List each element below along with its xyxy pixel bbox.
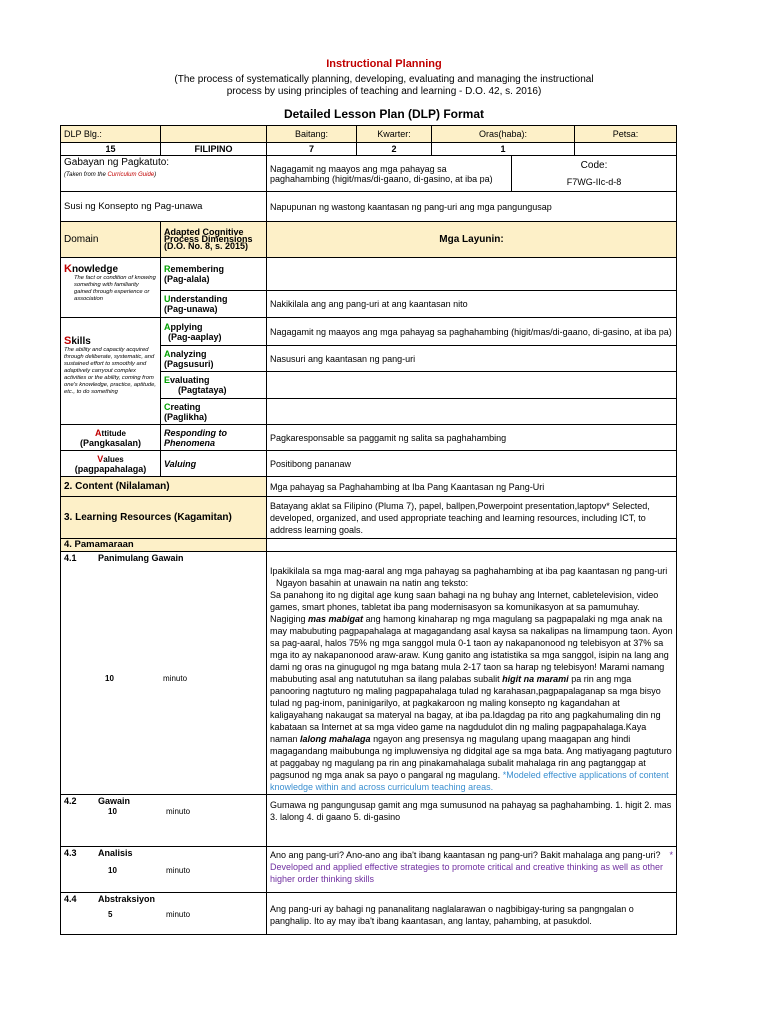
evaluating-cell [161, 372, 267, 399]
attitude-local: (Pangkasalan) [79, 437, 142, 448]
remembering-rest: emembering [170, 264, 225, 274]
section-4-4-content: Ang pang-uri ay bahagi ng pananalitang naglalarawan o nagbibigay-turing sa pangngalan o panghalip. Ito ay may iba't ibang kaantasan, ang lantay, pahambing, at pasukdol. [267, 893, 677, 935]
subject-value: FILIPINO [161, 143, 267, 156]
understanding-cell [161, 291, 267, 318]
section-4-4-min-label: minuto [166, 910, 191, 919]
section-4-3-minutes: 10 [108, 866, 117, 875]
section-4-4-number: 4.4 [64, 894, 77, 904]
code-value: F7WG-IIc-d-8 [566, 177, 622, 187]
evaluating-initial: E [164, 375, 171, 385]
remembering-row [61, 258, 677, 291]
resources-row [61, 497, 677, 539]
grade-value: 7 [267, 143, 357, 156]
section-4-3-content [267, 847, 677, 893]
attitude-row [61, 425, 677, 451]
section-4-1-p2: Ngayon basahin at unawain na natin ang teksto: [276, 578, 469, 588]
skills-desc: The ability and capacity acquired through deliberate, systematic, and sustained effort to smoothly and adaptively carryout complex activities or the ability, coming from one's knowledge, practice, aptitude, etc., to do something [64, 347, 156, 395]
section-4-3-min-label: minuto [166, 866, 191, 875]
evaluating-rest: valuating [170, 375, 210, 385]
section-4-1-emph-mas-mabigat: mas mabigat [308, 614, 364, 624]
remembering-objective [267, 258, 677, 291]
gabayan-note-suffix: ) [154, 172, 157, 178]
knowledge-desc: The fact or condition of knowing something with familiarity gained through experience or association [74, 275, 156, 302]
section-4-3-star: * [669, 850, 673, 860]
section-4-2-time [64, 807, 263, 816]
values-process: Valuing [161, 451, 267, 477]
susi-label: Susi ng Konsepto ng Pag-unawa [61, 192, 267, 222]
pamamaraan-label: 4. Pamamaraan [61, 539, 267, 552]
page-subtitle-line1: (The process of systematically planning, developing, evaluating and managing the instructional [174, 74, 594, 85]
duration-value: 1 [432, 143, 575, 156]
creating-cell [161, 399, 267, 425]
creating-initial: C [164, 401, 171, 412]
section-4-2-name: Gawain [98, 796, 131, 806]
skills-title [64, 335, 157, 347]
analyzing-rest: nalyzing [170, 348, 207, 359]
knowledge-rest: nowledge [71, 264, 119, 275]
remembering-local: (Pag-alala) [164, 274, 210, 284]
knowledge-initial: K [64, 263, 72, 275]
duration-label: Oras(haba): [432, 126, 575, 143]
content-row [61, 477, 677, 497]
content-text: Mga pahayag sa Paghahambing at Iba Pang Kaantasan ng Pang-Uri [267, 477, 677, 497]
values-rest: alues [103, 454, 124, 464]
section-4-1-number: 4.1 [64, 553, 77, 563]
section-4-1-time [105, 674, 187, 683]
resources-text: Batayang aklat sa Filipino (Pluma 7), papel, ballpen,Powerpoint presentation,laptopv* Selected, developed, organized, and used appropriate teaching and learning resources, including ICT, to address learning goals. [267, 497, 677, 539]
quarter-label: Kwarter: [357, 126, 432, 143]
section-4-1-p3g: ngayon ang presensya ng magulang upang maagapan ang hindi magagandang maibubunga ng impluwensiya ng didgital age sa mga bata. Ang matiyagang pagtuturo at paggabay ng magulang pa rin ang pinakamahalaga subalit mahalaga rin ang pagtanggap at pagsunod ng mga anak sa payo o pangaral ng magulang. [270, 734, 672, 780]
section-4-3-time [64, 866, 263, 875]
applying-row [61, 318, 677, 346]
susi-row [61, 192, 677, 222]
section-4-1-emph-lalong: lalong mahalaga [300, 734, 371, 744]
objectives-label: Mga Layunin: [267, 222, 677, 258]
section-4-3-number: 4.3 [64, 848, 77, 858]
curriculum-guide-link: Curriculum Guide [107, 172, 155, 178]
section-4-3-name: Analisis [98, 848, 133, 858]
code-label: Code: [580, 160, 608, 171]
section-4-2-number: 4.2 [64, 796, 77, 806]
section-4-3-row [61, 847, 677, 893]
section-4-1-p3c: ang hamong kinaharap ng mga magulang sa pagpapalaki ng mga anak na may mabubuting pagpapahalaga at magagandang asal kaysa sa nakalipas na limampung taon. Ayon sa pag-aaral, halos 75% ng mga sanggol mula 0-1 taon ay nakapanonood ng telebisyon at 37% sa mga ito ay nakapanonood araw-araw. Kung ganito ang istatistika sa mga sanggol, isipin na lang ang dami ng oras na ginugugol ng mga batang mula 2-17 taon sa harap ng telebisyon! Marami namang mabubuting asal ang natututuhan sa ilang palabas subalit [270, 614, 673, 684]
gabayan-note [64, 172, 263, 179]
understanding-local: (Pag-unawa) [164, 304, 218, 314]
section-4-4-time [64, 910, 263, 919]
info-labels-row [61, 126, 677, 143]
pamamaraan-row [61, 539, 677, 552]
info-values-row [61, 143, 677, 156]
analyzing-local: (Pagsusuri) [164, 358, 214, 369]
dlp-number-label: DLP Blg.: [61, 126, 161, 143]
remembering-cell [161, 258, 267, 291]
section-4-1-heading [64, 553, 263, 563]
gabayan-cell [61, 156, 267, 192]
analyzing-initial: A [164, 348, 171, 359]
pamamaraan-blank [267, 539, 677, 552]
section-4-4-label-cell [61, 893, 267, 935]
date-value [575, 143, 677, 156]
section-4-4-row [61, 893, 677, 935]
values-initial: V [97, 453, 104, 464]
analyzing-cell [161, 346, 267, 372]
knowledge-cell [61, 258, 161, 318]
understanding-rest: nderstanding [170, 294, 228, 304]
attitude-cell [61, 425, 161, 451]
applying-cell [161, 318, 267, 346]
knowledge-title [64, 263, 157, 275]
gabayan-note-prefix: (Taken from the [64, 172, 108, 178]
section-4-1-p3a: Sa panahong ito ng digital age kung saan bahagi na ng buhay ang Internet, cabletelevision, video games, smart phones, tabletat iba pang modernisasyon sa komunikasyon at sa pamumuhay. Nagiging [270, 590, 659, 624]
creating-rest: reating [170, 401, 201, 412]
section-4-1-emph-higit: higit na marami [502, 674, 569, 684]
analyzing-objective: Nasusuri ang kaantasan ng pang-uri [267, 346, 677, 372]
content-label: 2. Content (Nilalaman) [61, 477, 267, 497]
evaluating-objective [267, 372, 677, 399]
remembering-initial: R [164, 264, 171, 274]
values-objective: Positibong pananaw [267, 451, 677, 477]
section-4-4-heading [64, 894, 263, 904]
section-4-3-label-cell [61, 847, 267, 893]
understanding-initial: U [164, 294, 171, 304]
section-4-1-label-cell [61, 552, 267, 795]
section-4-2-content: Gumawa ng pangungusap gamit ang mga sumusunod na pahayag sa paghahambing. 1. higit 2. mas 3. lalong 4. di gaano 5. di-gasino [267, 795, 677, 847]
applying-initial: A [164, 321, 171, 332]
section-4-2-minutes: 10 [108, 807, 117, 816]
section-4-2-row [61, 795, 677, 847]
gabayan-label: Gabayan ng Pagkatuto: [64, 157, 170, 168]
section-4-4-minutes: 5 [108, 910, 113, 919]
section-4-3-heading [64, 848, 263, 858]
skills-initial: S [64, 335, 72, 347]
gabayan-text: Nagagamit ng maayos ang mga pahayag sa paghahambing (higit/mas/di-gaano, di-gasino, at iba pa) [267, 156, 512, 192]
values-row [61, 451, 677, 477]
section-4-1-name: Panimulang Gawain [98, 553, 184, 563]
values-local: (pagpapahalaga) [74, 463, 147, 474]
section-4-2-min-label: minuto [166, 807, 191, 816]
creating-local: (Paglikha) [164, 411, 208, 422]
lesson-plan-table [60, 125, 677, 935]
skills-cell [61, 318, 161, 425]
quarter-value: 2 [357, 143, 432, 156]
section-4-1-minutes: 10 [105, 674, 114, 683]
section-4-1-min-label: minuto [163, 674, 188, 683]
domain-header-row [61, 222, 677, 258]
section-4-3-text: Ano ang pang-uri? Ano-ano ang iba't ibang kaantasan ng pang-uri? Bakit mahalaga ang pang-uri? [270, 850, 661, 860]
section-4-1-p1: Ipakikilala sa mga mag-aaral ang mga pahayag sa paghahambing at iba pag kaantasan ng pang-uri [270, 566, 668, 576]
section-4-1-row [61, 552, 677, 795]
applying-local: (Pag-aaplay) [168, 331, 222, 342]
gabayan-row [61, 156, 677, 192]
process-label: Adapted Cognitive Process Dimensions (D.O. No. 8, s. 2015) [161, 222, 267, 258]
values-cell [61, 451, 161, 477]
subject-label: Asignatura: [161, 126, 267, 143]
attitude-rest: ttitude [101, 428, 126, 438]
evaluating-local: (Pagtataya) [178, 385, 227, 395]
dlp-number-value: 15 [61, 143, 161, 156]
section-4-3-question [270, 849, 673, 861]
format-title: Detailed Lesson Plan (DLP) Format [283, 107, 485, 121]
grade-label: Baitang: [267, 126, 357, 143]
skills-rest: kills [71, 336, 91, 347]
attitude-initial: A [95, 427, 102, 438]
section-4-1-p3 [270, 589, 673, 793]
page-subtitle-line2: process by using principles of teaching and learning - D.O. 42, s. 2016) [226, 86, 542, 97]
section-4-1-note: *Modeled effective applications of content knowledge within and across curriculum teaching areas. [270, 770, 669, 792]
applying-objective: Nagagamit ng maayos ang mga pahayag sa paghahambing (higit/mas/di-gaano, di-gasino, at iba pa) [267, 318, 677, 346]
section-4-2-heading [64, 796, 263, 806]
code-cell [512, 156, 677, 192]
domain-label: Domain [61, 222, 161, 258]
attitude-process: Responding to Phenomena [161, 425, 267, 451]
susi-text: Napupunan ng wastong kaantasan ng pang-uri ang mga pangungusap [267, 192, 677, 222]
attitude-objective: Pagkaresponsable sa paggamit ng salita sa paghahambing [267, 425, 677, 451]
section-4-4-name: Abstraksiyon [98, 894, 156, 904]
understanding-objective: Nakikilala ang ang pang-uri at ang kaantasan nito [267, 291, 677, 318]
resources-label: 3. Learning Resources (Kagamitan) [61, 497, 267, 539]
section-4-2-label-cell [61, 795, 267, 847]
date-label: Petsa: [575, 126, 677, 143]
applying-rest: pplying [170, 321, 203, 332]
section-4-1-content [267, 552, 677, 795]
page-title: Instructional Planning [326, 58, 442, 70]
section-4-3-note: Developed and applied effective strategies to promote critical and creative thinking as well as other higher order thinking skills [270, 862, 664, 884]
creating-objective [267, 399, 677, 425]
section-4-1-p3e: pa rin ang mga panooring nagtuturo ng maling pagpapahalaga tulad ng karahasan,pagpapalaganap sa mga bisyo tulad ng pag-inom, paninigarilyo, at pagkakaroon ng maling konsepto ng kagandahan at kaligayahang nakaugat sa materyal na bagay, at iba pa.Idagdag pa rito ang pagkahumaling din ng kabataan sa Internet at sa mga video game na nagdudulot din ng maling pagpapahalaga.Kaya naman [270, 674, 661, 744]
